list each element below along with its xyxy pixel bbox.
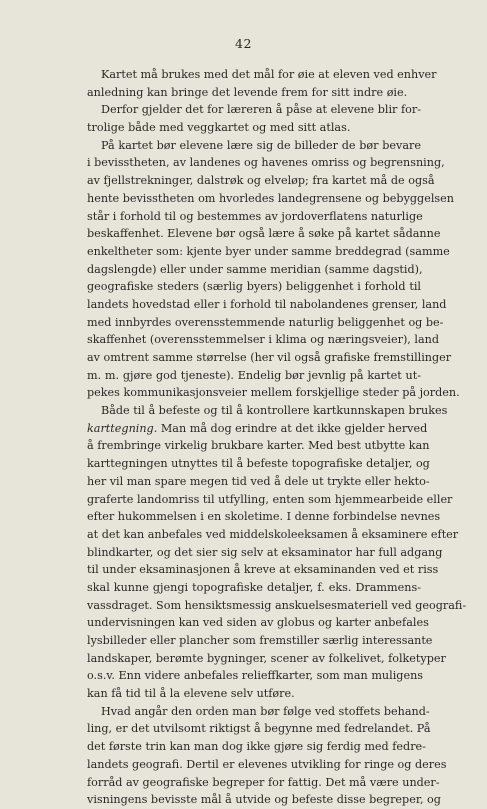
text-line: anledning kan bringe det levende frem for sitt indre øie.: [87, 85, 408, 99]
text-line: landets hovedstad eller i forhold til nabolandenes grenser, land: [87, 297, 447, 311]
text-line: dagslengde) eller under samme meridian (samme dagstid),: [87, 262, 423, 276]
text-line: det første trin kan man dog ikke gjøre sig ferdig med fedre-: [87, 740, 426, 754]
text-line: visningens bevisste mål å utvide og befeste disse begreper, og: [87, 793, 441, 807]
text-line: hente bevisstheten om hvorledes landegrensene og bebyggelsen: [87, 191, 454, 205]
text-line: i bevisstheten, av landenes og havenes omriss og begrensning,: [87, 156, 445, 170]
text-line: av fjellstrekninger, dalstrøk og elveløp; fra kartet må de også: [87, 174, 435, 188]
text-line: å frembringe virkelig brukbare karter. Med best utbytte kan: [87, 439, 430, 453]
text-line: m. m. gjøre god tjeneste). Endelig bør jevnlig på kartet ut-: [87, 368, 421, 382]
text-line: vassdraget. Som hensiktsmessig anskuelsesmateriell ved geografi-: [87, 598, 467, 612]
text-line: at det kan anbefales ved middelskoleeksamen å eksaminere efter: [87, 527, 459, 541]
text-line: graferte landomriss til utfylling, enten som hjemmearbeide eller: [87, 492, 453, 506]
text-line: geografiske steders (særlig byers) beliggenhet i forhold til: [87, 280, 421, 294]
text-line: med innbyrdes overensstemmende naturlig beliggenhet og be-: [87, 315, 444, 329]
text-line: pekes kommunikasjonsveier mellem forskjellige steder på jorden.: [87, 386, 460, 400]
text-line: blindkarter, og det sier sig selv at eksaminator har full adgang: [87, 545, 443, 559]
page-number: 42: [235, 36, 252, 51]
text-line: På kartet bør elevene lære sig de billeder de bør bevare: [101, 138, 421, 152]
text-line: karttegningen utnyttes til å befeste topografiske detaljer, og: [87, 457, 430, 471]
text-line: av omtrent samme størrelse (her vil også grafiske fremstillinger: [87, 351, 452, 364]
text-line: ling, er det utvilsomt riktigst å begynne med fedrelandet. På: [87, 722, 431, 736]
text-line: Hvad angår den orden man bør følge ved stoffets behand-: [101, 704, 430, 718]
text-line: til under eksaminasjonen å kreve at eksaminanden ved et riss: [87, 563, 439, 577]
text-line: o.s.v. Enn videre anbefales relieffkarter, som man muligens: [87, 669, 424, 683]
text-line: efter hukommelsen i en skoletime. I denne forbindelse nevnes: [87, 510, 441, 524]
text-line: Kartet må brukes med det mål for øie at eleven ved enhver: [101, 68, 437, 81]
text-line: her vil man spare megen tid ved å dele ut trykte eller hekto-: [87, 474, 430, 488]
body-text: [87, 66, 467, 809]
text-line: trolige både med veggkartet og med sitt atlas.: [87, 121, 351, 135]
text-line: lysbilleder eller plancher som fremstiller særlig interessante: [87, 634, 433, 647]
text-line: kan få tid til å la elevene selv utføre.: [87, 687, 295, 701]
text-line: beskaffenhet. Elevene bør også lære å søke på kartet sådanne: [87, 227, 441, 241]
text-line: undervisningen kan ved siden av globus og karter anbefales: [87, 616, 429, 630]
text-line: skal kunne gjengi topografiske detaljer, f. eks. Drammens-: [87, 580, 421, 594]
text-line: landskaper, berømte bygninger, scener av folkelivet, folketyper: [87, 651, 446, 665]
text-line: skaffenhet (overensstemmelser i klima og næringsveier), land: [87, 333, 440, 347]
text-line: enkeltheter som: kjente byer under samme breddegrad (samme: [87, 244, 450, 258]
text-line: Derfor gjelder det for læreren å påse at elevene blir for-: [101, 103, 421, 117]
italic-term: karttegning.: [87, 421, 158, 435]
text-line: står i forhold til og bestemmes av jordoverflatens naturlige: [87, 209, 423, 223]
text-line: landets geografi. Dertil er elevenes utvikling for ringe og deres: [87, 757, 447, 771]
text-line: forråd av geografiske begreper for fattig. Det må være under-: [87, 775, 440, 789]
text-line: [87, 420, 428, 438]
line-rest: Man må dog erindre at det ikke gjelder herved: [157, 421, 428, 435]
text-line: Både til å befeste og til å kontrollere kartkunnskapen brukes: [101, 404, 448, 418]
